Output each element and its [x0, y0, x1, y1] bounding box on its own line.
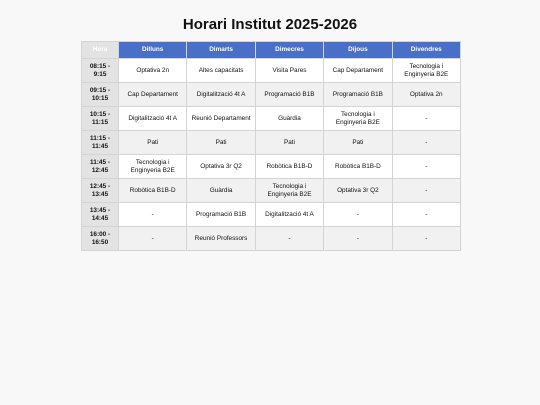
schedule-cell: Cap Departament: [324, 59, 392, 83]
schedule-cell: -: [324, 227, 392, 251]
schedule-cell: Cap Departament: [119, 83, 187, 107]
schedule-cell: Optativa 2n: [119, 59, 187, 83]
schedule-cell: Pati: [119, 131, 187, 155]
schedule-cell: Robòtica B1B-D: [255, 155, 323, 179]
schedule-cell: Pati: [255, 131, 323, 155]
schedule-cell: -: [255, 227, 323, 251]
schedule-cell: Visita Pares: [255, 59, 323, 83]
time-slot: 09:15 - 10:15: [82, 83, 119, 107]
schedule-cell: Guàrdia: [187, 179, 255, 203]
schedule-cell: Digitalització 4t A: [255, 203, 323, 227]
time-slot: 10:15 - 11:15: [82, 107, 119, 131]
table-row: [82, 179, 461, 203]
schedule-table: [81, 41, 461, 251]
time-slot: 11:15 - 11:45: [82, 131, 119, 155]
column-header-day: Dilluns: [119, 42, 187, 59]
table-row: [82, 203, 461, 227]
schedule-cell: Tecnologia i Enginyeria B2E: [392, 59, 460, 83]
schedule-cell: -: [392, 131, 460, 155]
schedule-cell: Guàrdia: [255, 107, 323, 131]
schedule-cell: -: [392, 107, 460, 131]
time-slot: 13:45 - 14:45: [82, 203, 119, 227]
column-header-time: Hora: [82, 42, 119, 59]
column-header-day: Dimarts: [187, 42, 255, 59]
schedule-cell: Digitalització 4t A: [187, 83, 255, 107]
time-slot: 11:45 - 12:45: [82, 155, 119, 179]
schedule-cell: Digitalització 4t A: [119, 107, 187, 131]
schedule-cell: Optativa 3r Q2: [187, 155, 255, 179]
table-row: [82, 59, 461, 83]
table-row: [82, 107, 461, 131]
schedule-cell: Altes capacitats: [187, 59, 255, 83]
time-slot: 12:45 - 13:45: [82, 179, 119, 203]
column-header-day: Dijous: [324, 42, 392, 59]
schedule-cell: -: [392, 203, 460, 227]
page-title: Horari Institut 2025-2026: [182, 16, 358, 33]
schedule-cell: Pati: [324, 131, 392, 155]
schedule-cell: Optativa 3r Q2: [324, 179, 392, 203]
schedule-cell: -: [324, 203, 392, 227]
schedule-cell: -: [119, 203, 187, 227]
column-header-day: Divendres: [392, 42, 460, 59]
schedule-cell: Programació B1B: [187, 203, 255, 227]
schedule-cell: -: [392, 179, 460, 203]
table-row: [82, 227, 461, 251]
table-row: [82, 155, 461, 179]
schedule-cell: Programació B1B: [255, 83, 323, 107]
schedule-cell: Robòtica B1B-D: [119, 179, 187, 203]
table-row: [82, 131, 461, 155]
time-slot: 08:15 - 9:15: [82, 59, 119, 83]
schedule-cell: Reunió Professors: [187, 227, 255, 251]
header-row: [82, 42, 461, 59]
schedule-cell: Pati: [187, 131, 255, 155]
table-row: [82, 83, 461, 107]
column-header-day: Dimecres: [255, 42, 323, 59]
schedule-cell: -: [392, 155, 460, 179]
schedule-cell: -: [119, 227, 187, 251]
schedule-cell: Programació B1B: [324, 83, 392, 107]
schedule-cell: Optativa 2n: [392, 83, 460, 107]
schedule-cell: Tecnologia i Enginyeria B2E: [119, 155, 187, 179]
schedule-cell: Reunió Departament: [187, 107, 255, 131]
schedule-cell: Tecnologia i Enginyeria B2E: [324, 107, 392, 131]
time-slot: 16:00 - 16:50: [82, 227, 119, 251]
schedule-cell: Robòtica B1B-D: [324, 155, 392, 179]
schedule-cell: Tecnologia i Enginyeria B2E: [255, 179, 323, 203]
schedule-cell: -: [392, 227, 460, 251]
